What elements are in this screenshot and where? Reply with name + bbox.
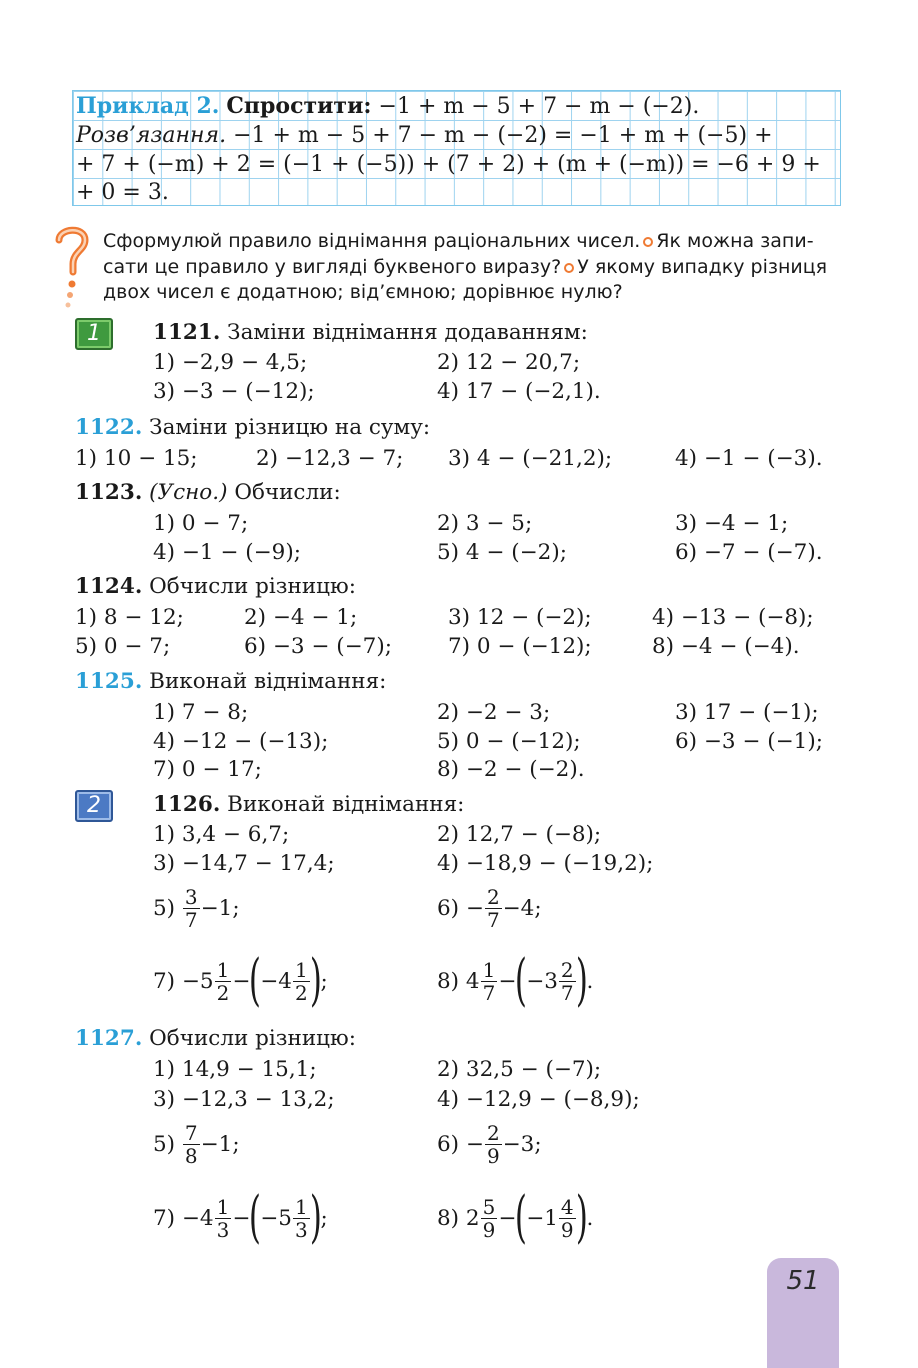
question-line-1: [103, 228, 814, 254]
level-1-badge: 1: [75, 318, 113, 350]
denominator: 3: [216, 1217, 230, 1242]
exercise-item: 1) 10 − 15;: [75, 446, 198, 471]
fraction-item-5: [153, 886, 240, 931]
exercise-number: 1125.: [75, 669, 143, 694]
numerator: 2: [486, 1121, 500, 1145]
exercise-number: 1122.: [75, 415, 143, 440]
fraction: [485, 1122, 502, 1167]
denominator: 3: [294, 1217, 308, 1242]
exercise-item: 6) −3 − (−1);: [675, 729, 823, 754]
circle-bullet-icon: [564, 263, 574, 273]
exercise-item: 2) −12,3 − 7;: [256, 446, 404, 471]
denominator: 2: [294, 980, 308, 1005]
exercise-item: 2) 32,5 − (−7);: [437, 1057, 602, 1082]
exercise-text: Заміни різницю на суму:: [149, 415, 431, 440]
fraction-item-6: [437, 886, 542, 931]
example-line3: + 0 = 3.: [76, 180, 169, 205]
sign: −: [465, 896, 484, 921]
denominator: 7: [482, 980, 496, 1005]
fraction: [485, 886, 502, 931]
fraction-item-7: [153, 1185, 328, 1250]
exercise-item: 6) −3 − (−7);: [244, 634, 392, 659]
exercise-item: 4) −1 − (−9);: [153, 540, 301, 565]
exercise-item: 5) 0 − (−12);: [437, 729, 581, 754]
fraction: [559, 959, 576, 1004]
item-end: .: [586, 968, 594, 994]
exercise-item: 8) −2 − (−2).: [437, 757, 585, 782]
denominator: 7: [486, 908, 500, 932]
fraction-item-8: [437, 948, 594, 1013]
exercise-text: Виконай віднімання:: [227, 792, 465, 817]
exercise-item: 3) 12 − (−2);: [448, 605, 592, 630]
close-paren: ): [309, 1185, 322, 1250]
item-tail: −4;: [502, 896, 542, 921]
exercise-item: 4) −18,9 − (−19,2);: [437, 851, 654, 876]
question-1: Сформулюй правило віднімання раціональних чисел.: [103, 230, 641, 252]
item-label: 8): [437, 1205, 460, 1231]
item-label: 8): [437, 968, 460, 994]
exercise-1122-title: [75, 415, 430, 441]
circle-bullet-icon: [643, 237, 653, 247]
exercise-item: 3) −3 − (−12);: [153, 379, 315, 404]
exercise-item: 3) −4 − 1;: [675, 511, 789, 536]
exercise-item: 3) 17 − (−1);: [675, 700, 819, 725]
exercise-text: Обчисли різницю:: [149, 574, 356, 599]
fraction: [481, 959, 498, 1004]
open-paren: (: [249, 948, 262, 1013]
example-title: Приклад 2.: [76, 93, 220, 119]
fraction: [183, 886, 200, 931]
denominator: 7: [560, 980, 574, 1005]
question-3a: У якому випадку різниця: [577, 256, 828, 278]
exercise-number: 1124.: [75, 574, 143, 599]
minus-sign: −: [498, 968, 517, 994]
exercise-item: 4) 17 − (−2,1).: [437, 379, 601, 404]
exercise-1124-title: [75, 574, 356, 600]
exercise-number: 1127.: [75, 1026, 143, 1051]
exercise-item: 2) 12 − 20,7;: [437, 350, 581, 375]
page-number: 51: [786, 1266, 820, 1296]
numerator: 1: [216, 1194, 230, 1219]
exercise-text: Заміни віднімання додаванням:: [227, 320, 588, 345]
exercise-item: 8) −4 − (−4).: [652, 634, 800, 659]
item-label: 5): [153, 1132, 176, 1157]
fraction-item-6: [437, 1122, 542, 1167]
exercise-item: 2) −2 − 3;: [437, 700, 551, 725]
exercise-1123-title: [75, 480, 341, 506]
exercise-number: 1126.: [153, 792, 221, 817]
sign: −: [465, 1132, 484, 1157]
fraction-item-7: [153, 948, 328, 1013]
fraction-item-8: [437, 1185, 594, 1250]
fraction: [293, 1196, 310, 1241]
close-paren: ): [575, 948, 588, 1013]
exercise-text: Виконай віднімання:: [149, 669, 387, 694]
example-task-expr: −1 + m − 5 + 7 − m − (−2).: [378, 94, 700, 119]
question-2a: Як можна запи-: [656, 230, 814, 252]
denominator: 9: [486, 1144, 500, 1168]
numerator: 1: [294, 957, 308, 982]
question-mark-icon: [53, 222, 91, 312]
whole-part: −4: [181, 1205, 214, 1231]
exercise-1127-title: [75, 1026, 356, 1052]
exercise-item: 4) −12,9 − (−8,9);: [437, 1087, 640, 1112]
exercise-item: 6) −7 − (−7).: [675, 540, 823, 565]
exercise-1125-title: [75, 669, 386, 695]
exercise-item: 3) 4 − (−21,2);: [448, 446, 613, 471]
item-label: 5): [153, 896, 176, 921]
fraction: [183, 1122, 200, 1167]
item-label: 7): [153, 1205, 176, 1231]
whole-part: −3: [526, 968, 558, 994]
exercise-item: 1) 3,4 − 6,7;: [153, 822, 290, 847]
example-solution-label: Розв’язання.: [76, 123, 227, 148]
numerator: 2: [560, 957, 574, 982]
exercise-item: 1) 7 − 8;: [153, 700, 249, 725]
exercise-1121-title: [153, 320, 588, 346]
example-line1: −1 + m − 5 + 7 − m − (−2) = −1 + m + (−5) +: [233, 123, 773, 148]
numerator: 1: [482, 957, 496, 982]
item-tail: −1;: [200, 1132, 240, 1157]
exercise-item: 1) 0 − 7;: [153, 511, 249, 536]
fraction: [293, 959, 310, 1004]
exercise-item: 2) 12,7 − (−8);: [437, 822, 602, 847]
item-tail: −3;: [502, 1132, 542, 1157]
denominator: 7: [184, 908, 198, 932]
item-label: 6): [437, 1132, 460, 1157]
denominator: 9: [560, 1217, 574, 1242]
numerator: 5: [482, 1194, 496, 1219]
minus-sign: −: [232, 968, 251, 994]
exercise-item: 4) −1 − (−3).: [675, 446, 823, 471]
fraction-item-5: [153, 1122, 240, 1167]
exercise-oral-note: (Усно.): [149, 480, 228, 505]
question-2b: сати це правило у вигляді буквеного виразу?: [103, 256, 562, 278]
exercise-text: Обчисли:: [234, 480, 341, 505]
denominator: 9: [482, 1217, 496, 1242]
exercise-number: 1121.: [153, 320, 221, 345]
numerator: 1: [216, 957, 230, 982]
example-task-line: [76, 92, 699, 121]
exercise-number: 1123.: [75, 480, 143, 505]
whole-part: 2: [465, 1205, 480, 1231]
item-end: .: [586, 1205, 594, 1231]
exercise-1126-title: [153, 792, 464, 818]
item-end: ;: [320, 1205, 328, 1231]
item-tail: −1;: [200, 896, 240, 921]
whole-part: −5: [181, 968, 214, 994]
minus-sign: −: [498, 1205, 517, 1231]
exercise-item: 2) −4 − 1;: [244, 605, 358, 630]
denominator: 2: [216, 980, 230, 1005]
exercise-item: 5) 0 − 7;: [75, 634, 171, 659]
open-paren: (: [515, 1185, 528, 1250]
numerator: 7: [184, 1121, 198, 1145]
numerator: 2: [486, 885, 500, 909]
exercise-item: 4) −12 − (−13);: [153, 729, 329, 754]
close-paren: ): [309, 948, 322, 1013]
whole-part: 4: [465, 968, 480, 994]
exercise-item: 1) 8 − 12;: [75, 605, 184, 630]
fraction: [215, 1196, 232, 1241]
numerator: 3: [184, 885, 198, 909]
item-label: 7): [153, 968, 176, 994]
whole-part: −5: [260, 1205, 292, 1231]
numerator: 1: [294, 1194, 308, 1219]
fraction: [481, 1196, 498, 1241]
denominator: 8: [184, 1144, 198, 1168]
item-end: ;: [320, 968, 328, 994]
question-line-2: [103, 254, 827, 280]
exercise-item: 2) 3 − 5;: [437, 511, 533, 536]
exercise-item: 3) −12,3 − 13,2;: [153, 1087, 335, 1112]
exercise-item: 7) 0 − (−12);: [448, 634, 592, 659]
example-task-label: Спростити:: [226, 93, 372, 119]
fraction: [215, 959, 232, 1004]
open-paren: (: [515, 948, 528, 1013]
close-paren: ): [575, 1185, 588, 1250]
open-paren: (: [249, 1185, 262, 1250]
exercise-item: 7) 0 − 17;: [153, 757, 262, 782]
exercise-item: 4) −13 − (−8);: [652, 605, 814, 630]
whole-part: −1: [526, 1205, 558, 1231]
exercise-item: 1) −2,9 − 4,5;: [153, 350, 308, 375]
minus-sign: −: [232, 1205, 251, 1231]
exercise-item: 3) −14,7 − 17,4;: [153, 851, 335, 876]
whole-part: −4: [260, 968, 292, 994]
exercise-text: Обчисли різницю:: [149, 1026, 356, 1051]
exercise-item: 1) 14,9 − 15,1;: [153, 1057, 317, 1082]
example-solution-line1: [76, 121, 773, 150]
example-line2: + 7 + (−m) + 2 = (−1 + (−5)) + (7 + 2) + (m + (−m)) = −6 + 9 +: [76, 152, 821, 177]
numerator: 4: [560, 1194, 574, 1219]
item-label: 6): [437, 896, 460, 921]
level-2-badge: 2: [75, 790, 113, 822]
exercise-item: 5) 4 − (−2);: [437, 540, 567, 565]
fraction: [559, 1196, 576, 1241]
question-3b: двох чисел є додатною; від’ємною; дорівнює нулю?: [103, 281, 623, 303]
